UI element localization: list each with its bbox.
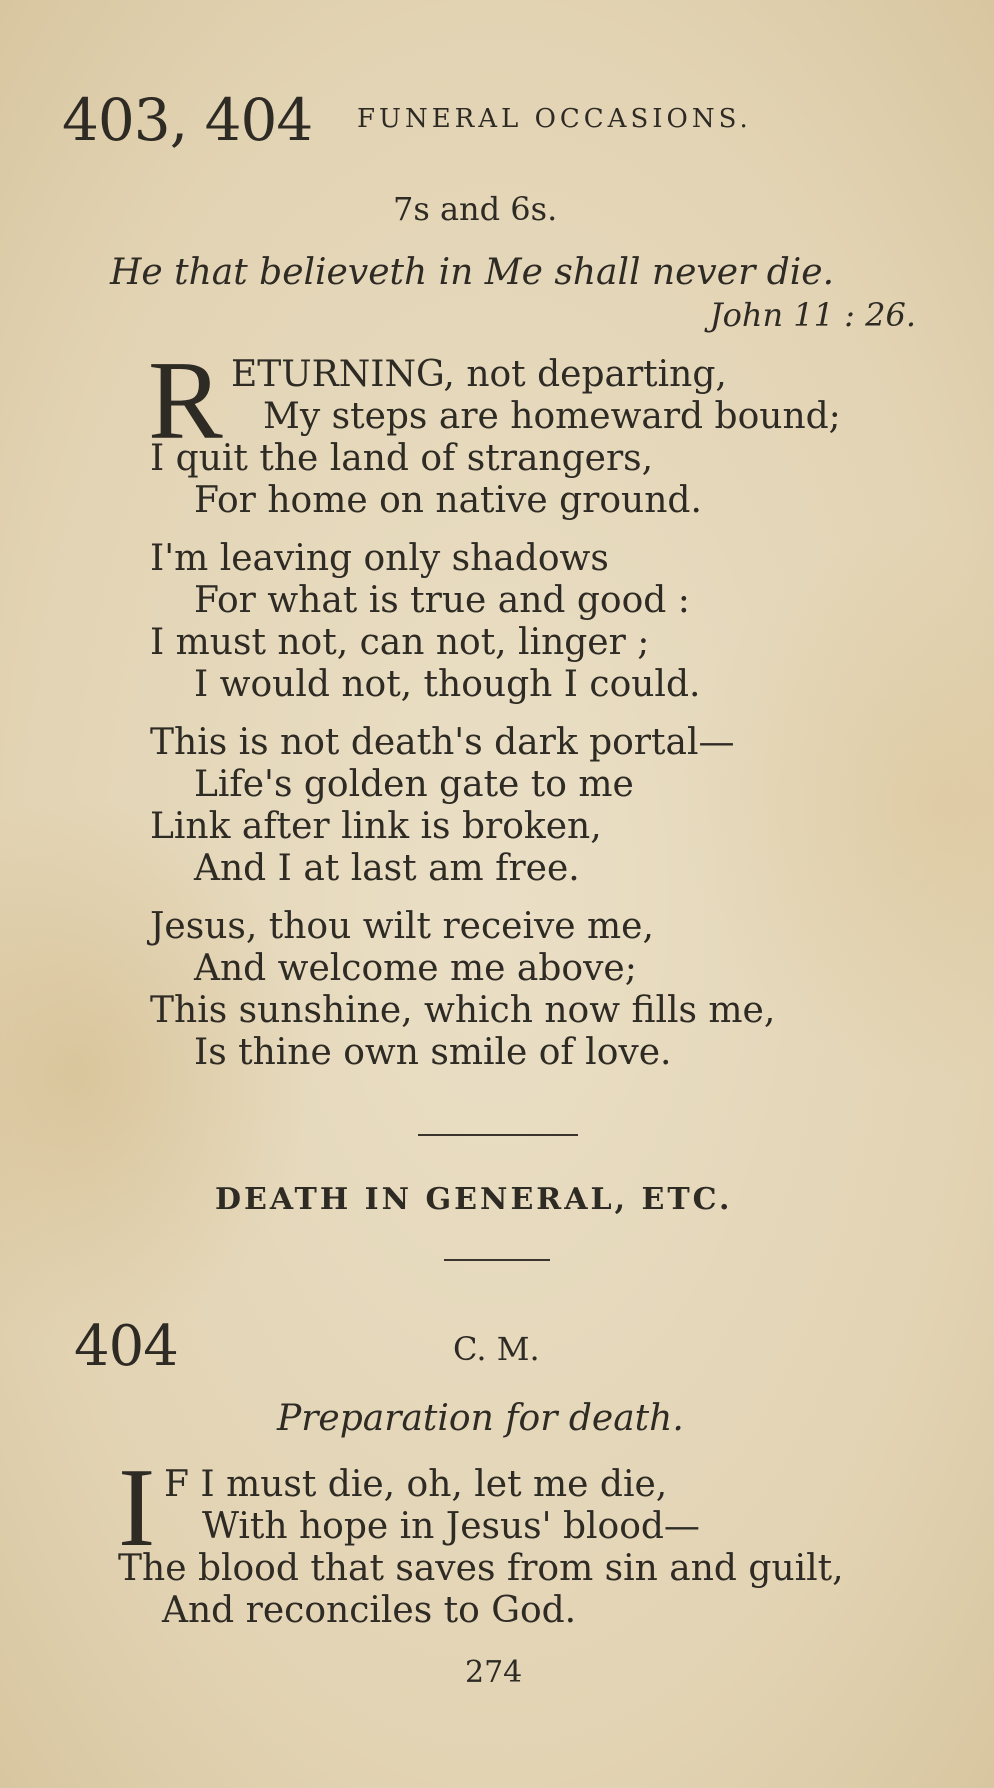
verse-line: And I at last am free. xyxy=(194,848,580,889)
verse-line: This is not death's dark portal— xyxy=(150,722,735,763)
verse-line: F I must die, oh, let me die, xyxy=(164,1464,668,1505)
verse-line: Link after link is broken, xyxy=(150,806,602,847)
verse-line: Is thine own smile of love. xyxy=(194,1032,672,1073)
verse-line: For what is true and good : xyxy=(194,580,690,621)
verse-line: With hope in Jesus' blood— xyxy=(202,1506,700,1547)
verse-line: And welcome me above; xyxy=(194,948,637,989)
section-heading: DEATH IN GENERAL, ETC. xyxy=(215,1182,733,1217)
hymn-404-meter: C. M. xyxy=(453,1330,540,1368)
hymn-404-number: 404 xyxy=(74,1314,178,1379)
verse-line: ETURNING, not departing, xyxy=(231,354,727,395)
hymn-numbers-header: 403, 404 xyxy=(62,86,313,154)
divider-rule xyxy=(418,1134,578,1136)
verse-line: The blood that saves from sin and guilt, xyxy=(118,1548,844,1589)
verse-line: And reconciles to God. xyxy=(162,1590,577,1631)
verse-line: I'm leaving only shadows xyxy=(150,538,609,579)
hymn-403-dropcap: R xyxy=(148,339,223,463)
verse-line: I must not, can not, linger ; xyxy=(150,622,650,663)
divider-rule xyxy=(444,1259,550,1261)
page-number: 274 xyxy=(465,1655,523,1690)
hymn-403-epigraph: He that believeth in Me shall never die. xyxy=(110,252,835,293)
verse-line: This sunshine, which now fills me, xyxy=(150,990,776,1031)
running-title: FUNERAL OCCASIONS. xyxy=(357,104,752,134)
hymn-404-subtitle: Preparation for death. xyxy=(277,1398,684,1439)
hymn-404-dropcap: I xyxy=(118,1446,156,1570)
verse-line: For home on native ground. xyxy=(194,480,702,521)
verse-line: I quit the land of strangers, xyxy=(150,438,654,479)
verse-line: I would not, though I could. xyxy=(194,664,701,705)
verse-line: Life's golden gate to me xyxy=(194,764,634,805)
verse-line: My steps are homeward bound; xyxy=(263,396,841,437)
verse-line: Jesus, thou wilt receive me, xyxy=(150,906,654,947)
hymn-403-meter: 7s and 6s. xyxy=(393,190,558,228)
scripture-reference: John 11 : 26. xyxy=(709,296,916,334)
